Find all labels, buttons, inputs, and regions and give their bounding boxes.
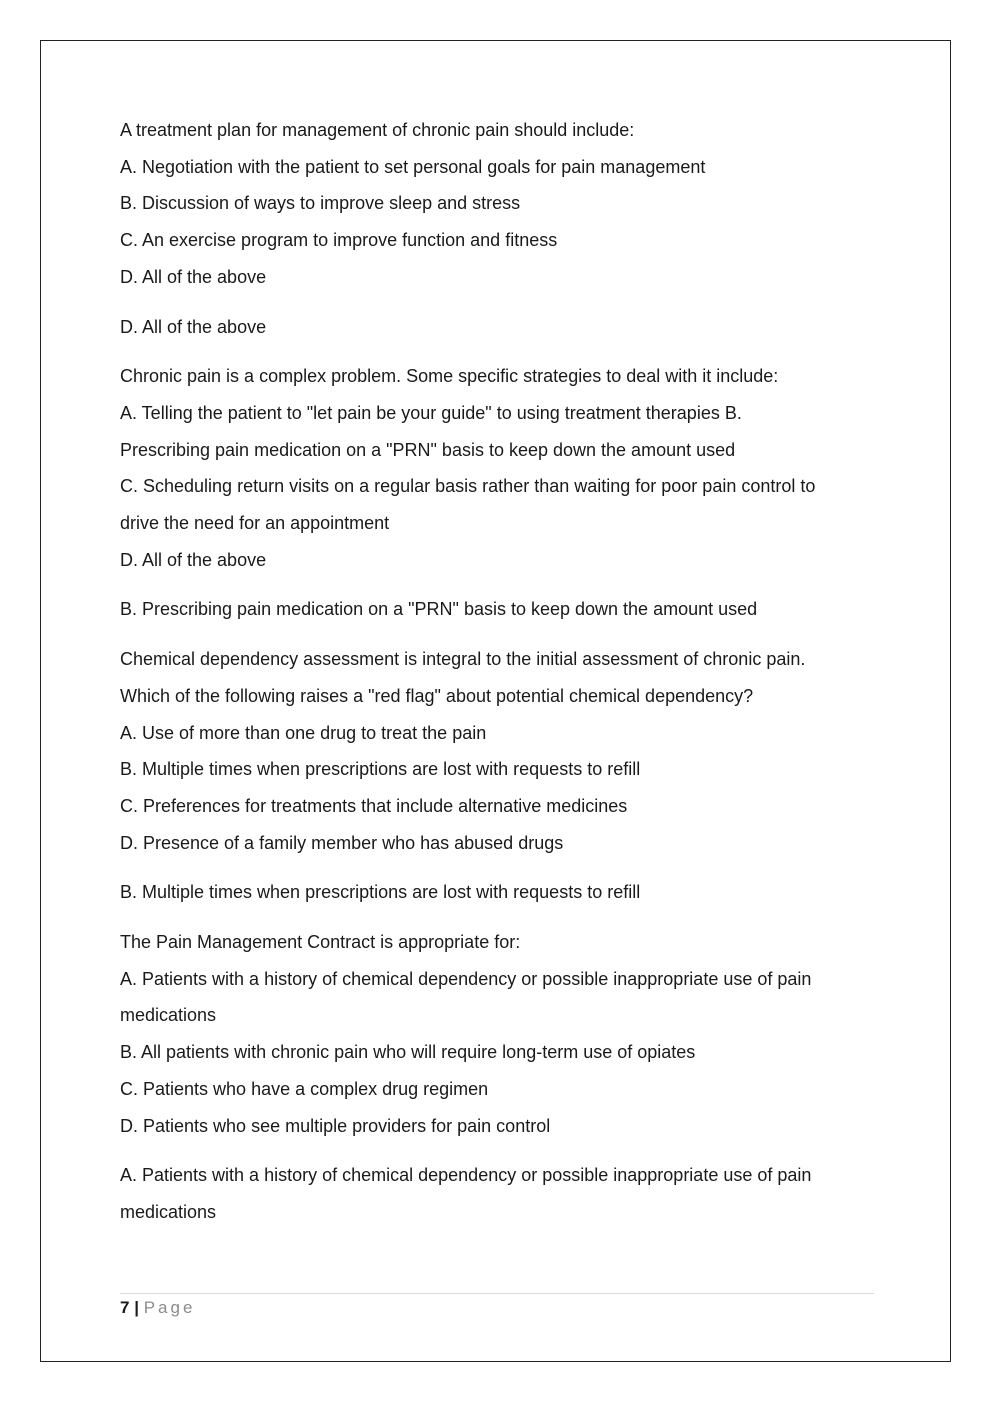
question-2-stem: Chronic pain is a complex problem. Some specific strategies to deal with it include: [120, 366, 779, 387]
question-4 [120, 924, 880, 1144]
question-1 [120, 112, 880, 296]
question-2-answer-line: B. Prescribing pain medication on a "PRN" basis to keep down the amount used [120, 599, 758, 620]
question-3-stem-continued: Which of the following raises a "red flag" about potential chemical dependency? [120, 685, 754, 706]
question-3-option-a: A. Use of more than one drug to treat the pain [120, 722, 487, 743]
question-1-option-d: D. All of the above [120, 266, 267, 287]
question-3-answer [120, 874, 880, 911]
page-separator: | [134, 1298, 139, 1317]
footer-divider [120, 1293, 874, 1294]
question-1-answer-line: D. All of the above [120, 316, 267, 337]
question-1-option-b: B. Discussion of ways to improve sleep and stress [120, 193, 521, 214]
question-2-option-c-continued: drive the need for an appointment [120, 513, 390, 534]
document-body [120, 112, 880, 1244]
question-2-option-b: Prescribing pain medication on a "PRN" basis to keep down the amount used [120, 439, 736, 460]
question-4-option-d: D. Patients who see multiple providers for pain control [120, 1115, 551, 1136]
question-1-answer [120, 309, 880, 346]
question-3 [120, 641, 880, 861]
question-1-option-c: C. An exercise program to improve function and fitness [120, 230, 558, 251]
question-2-option-d: D. All of the above [120, 549, 267, 570]
question-4-option-c: C. Patients who have a complex drug regimen [120, 1078, 489, 1099]
question-1-stem: A treatment plan for management of chronic pain should include: [120, 120, 635, 140]
page-number: 7 [120, 1298, 130, 1317]
question-4-answer-line: A. Patients with a history of chemical dependency or possible inappropriate use of pain [120, 1165, 812, 1186]
question-3-option-d: D. Presence of a family member who has abused drugs [120, 832, 564, 853]
question-3-answer-line: B. Multiple times when prescriptions are lost with requests to refill [120, 882, 641, 903]
question-4-option-a-continued: medications [120, 1005, 217, 1026]
question-2-answer [120, 591, 880, 628]
question-2 [120, 358, 880, 578]
question-3-option-c: C. Preferences for treatments that include alternative medicines [120, 795, 628, 816]
question-4-answer [120, 1157, 880, 1230]
question-1-option-a: A. Negotiation with the patient to set personal goals for pain management [120, 156, 706, 177]
question-2-option-a: A. Telling the patient to "let pain be your guide" to using treatment therapies B. [120, 402, 742, 423]
question-3-option-b: B. Multiple times when prescriptions are lost with requests to refill [120, 759, 641, 780]
question-4-answer-line-continued: medications [120, 1201, 217, 1222]
page-footer [120, 1297, 195, 1319]
page-label: Page [143, 1298, 196, 1317]
question-4-option-b: B. All patients with chronic pain who will require long-term use of opiates [120, 1042, 696, 1063]
question-4-stem: The Pain Management Contract is appropriate for: [120, 932, 521, 953]
question-3-stem: Chemical dependency assessment is integral to the initial assessment of chronic pain. [120, 649, 806, 670]
question-4-option-a: A. Patients with a history of chemical dependency or possible inappropriate use of pain [120, 968, 812, 989]
question-2-option-c: C. Scheduling return visits on a regular basis rather than waiting for poor pain control to [120, 476, 816, 497]
